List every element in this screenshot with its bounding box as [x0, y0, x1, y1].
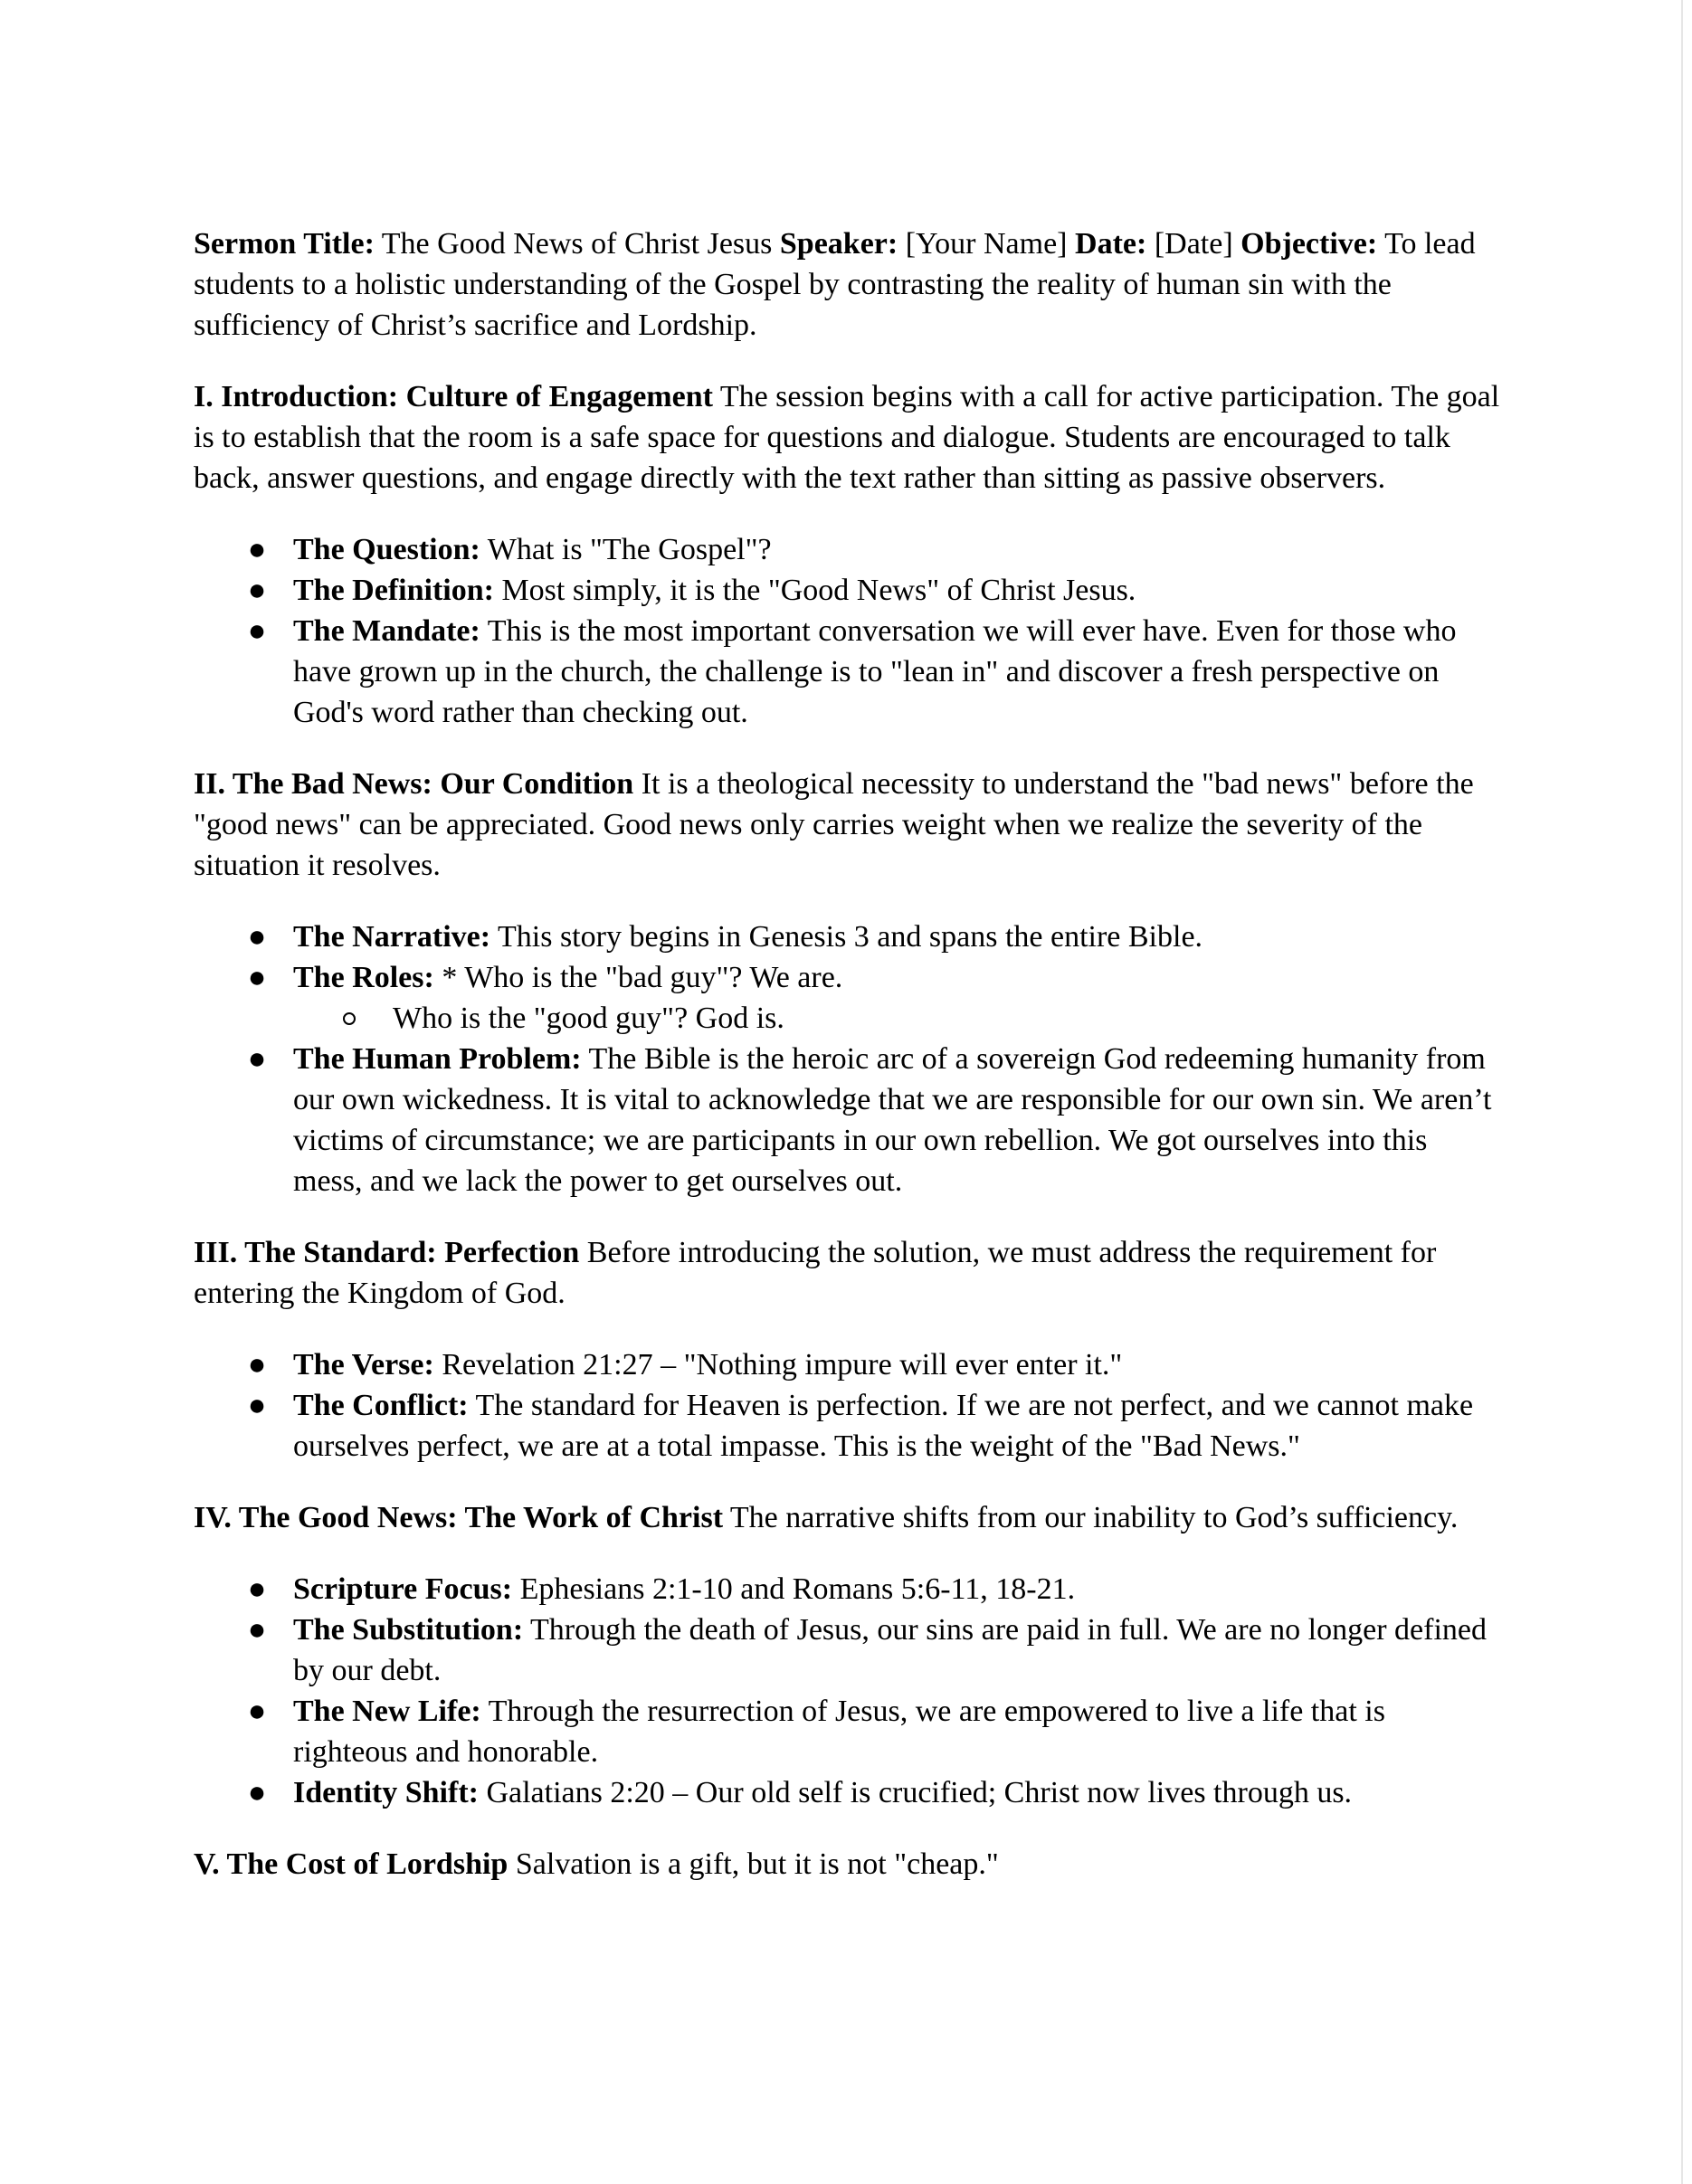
bullet-list: [194, 529, 1502, 733]
hollow-circle-bullet-icon: [343, 1012, 356, 1025]
item-label: The Roles:: [293, 961, 434, 994]
bullet-icon: ●: [247, 533, 267, 566]
title-label: Sermon Title:: [194, 227, 375, 261]
list-item: [194, 611, 1502, 733]
document-body: [194, 223, 1502, 1915]
section-heading: I. Introduction: Culture of Engagement: [194, 380, 713, 413]
bullet-list: [194, 916, 1502, 1201]
sub-list-item: [293, 998, 1502, 1039]
bullet-icon: ●: [247, 1695, 267, 1728]
bullet-list: [194, 1344, 1502, 1467]
list-item: [194, 1772, 1502, 1813]
item-text: Most simply, it is the "Good News" of Christ Jesus.: [493, 574, 1136, 607]
item-label: The Human Problem:: [293, 1042, 582, 1076]
list-item: [194, 1610, 1502, 1691]
bullet-icon: ●: [247, 1348, 267, 1382]
item-text: * Who is the "bad guy"? We are.: [433, 961, 843, 994]
date-label: Date:: [1075, 227, 1147, 261]
section-heading: IV. The Good News: The Work of Christ: [194, 1501, 724, 1534]
section-text: It is a theological necessity to understand the "bad news" before the "good news" can be appreciated. Good news only carries weight when we realize the severity of the situation it resolves.: [194, 767, 1474, 882]
item-label: Scripture Focus:: [293, 1572, 513, 1606]
item-label: The Definition:: [293, 574, 494, 607]
item-text: What is "The Gospel"?: [480, 533, 772, 566]
item-text: Through the death of Jesus, our sins are paid in full. We are no longer defined by our debt.: [293, 1613, 1487, 1687]
list-item: [194, 1569, 1502, 1610]
list-item: [194, 916, 1502, 957]
item-text: This story begins in Genesis 3 and spans the entire Bible.: [490, 920, 1203, 954]
item-label: The Narrative:: [293, 920, 491, 954]
sub-item-text: Who is the "good guy"? God is.: [393, 1002, 784, 1035]
speaker-label: Speaker:: [779, 227, 898, 261]
item-text: The standard for Heaven is perfection. If we are not perfect, and we cannot make ourselves perfect, we are at a total impasse. This is the weight of the "Bad News.": [293, 1389, 1474, 1463]
section-paragraph: [194, 1232, 1502, 1314]
item-label: The Verse:: [293, 1348, 434, 1382]
bullet-icon: ●: [247, 1389, 267, 1422]
bullet-icon: ●: [247, 614, 267, 648]
date-value: [Date]: [1146, 227, 1241, 261]
list-item: [194, 957, 1502, 1039]
item-text: Ephesians 2:1-10 and Romans 5:6-11, 18-21.: [512, 1572, 1076, 1606]
section-text: Salvation is a gift, but it is not "cheap.": [508, 1847, 999, 1881]
bullet-icon: ●: [247, 920, 267, 954]
speaker-value: [Your Name]: [898, 227, 1076, 261]
item-text: The Bible is the heroic arc of a sovereign God redeeming humanity from our own wickedness. It is vital to acknowledge that we are responsible for our own sin. We aren’t victims of circumstance; we are participants in our own rebellion. We got ourselves into this mess, and we lack the power to get ourselves out.: [293, 1042, 1492, 1198]
item-label: The Question:: [293, 533, 480, 566]
sub-bullet-list: [293, 998, 1502, 1039]
list-item: [194, 1039, 1502, 1201]
section-paragraph: [194, 764, 1502, 886]
sermon-header: [194, 223, 1502, 346]
item-text: Revelation 21:27 – "Nothing impure will ever enter it.": [433, 1348, 1123, 1382]
item-label: The New Life:: [293, 1695, 481, 1728]
item-label: The Mandate:: [293, 614, 480, 648]
list-item: [194, 1344, 1502, 1385]
section-paragraph: [194, 376, 1502, 499]
bullet-list: [194, 1569, 1502, 1813]
title-value: The Good News of Christ Jesus: [374, 227, 780, 261]
section-paragraph: [194, 1844, 1502, 1885]
bullet-icon: ●: [247, 1572, 267, 1606]
item-text: Galatians 2:20 – Our old self is crucified; Christ now lives through us.: [478, 1776, 1353, 1809]
list-item: [194, 570, 1502, 611]
item-text: This is the most important conversation we will ever have. Even for those who have grown up in the church, the challenge is to "lean in" and discover a fresh perspective on God's word rather than checking out.: [293, 614, 1457, 729]
section-text: The session begins with a call for active participation. The goal is to establish that the room is a safe space for questions and dialogue. Students are encouraged to talk back, answer questions, and engage directly with the text rather than sitting as passive observers.: [194, 380, 1500, 495]
item-text: Through the resurrection of Jesus, we are empowered to live a life that is righteous and honorable.: [293, 1695, 1385, 1769]
item-label: The Conflict:: [293, 1389, 469, 1422]
section-paragraph: [194, 1497, 1502, 1538]
bullet-icon: ●: [247, 574, 267, 607]
list-item: [194, 1385, 1502, 1467]
item-label: The Substitution:: [293, 1613, 524, 1647]
bullet-icon: ●: [247, 1776, 267, 1809]
bullet-icon: ●: [247, 1042, 267, 1076]
bullet-icon: ●: [247, 1613, 267, 1647]
section-text: The narrative shifts from our inability to God’s sufficiency.: [723, 1501, 1459, 1534]
objective-value: To lead students to a holistic understanding of the Gospel by contrasting the reality of human sin with the sufficiency of Christ’s sacrifice and Lordship.: [194, 227, 1476, 342]
section-heading: V. The Cost of Lordship: [194, 1847, 509, 1881]
bullet-icon: ●: [247, 961, 267, 994]
list-item: [194, 529, 1502, 570]
page-edge: [1681, 0, 1683, 2184]
section-text: Before introducing the solution, we must address the requirement for entering the Kingdom of God.: [194, 1236, 1437, 1310]
list-item: [194, 1691, 1502, 1772]
item-label: Identity Shift:: [293, 1776, 479, 1809]
section-heading: II. The Bad News: Our Condition: [194, 767, 634, 801]
objective-label: Objective:: [1240, 227, 1378, 261]
section-heading: III. The Standard: Perfection: [194, 1236, 580, 1269]
